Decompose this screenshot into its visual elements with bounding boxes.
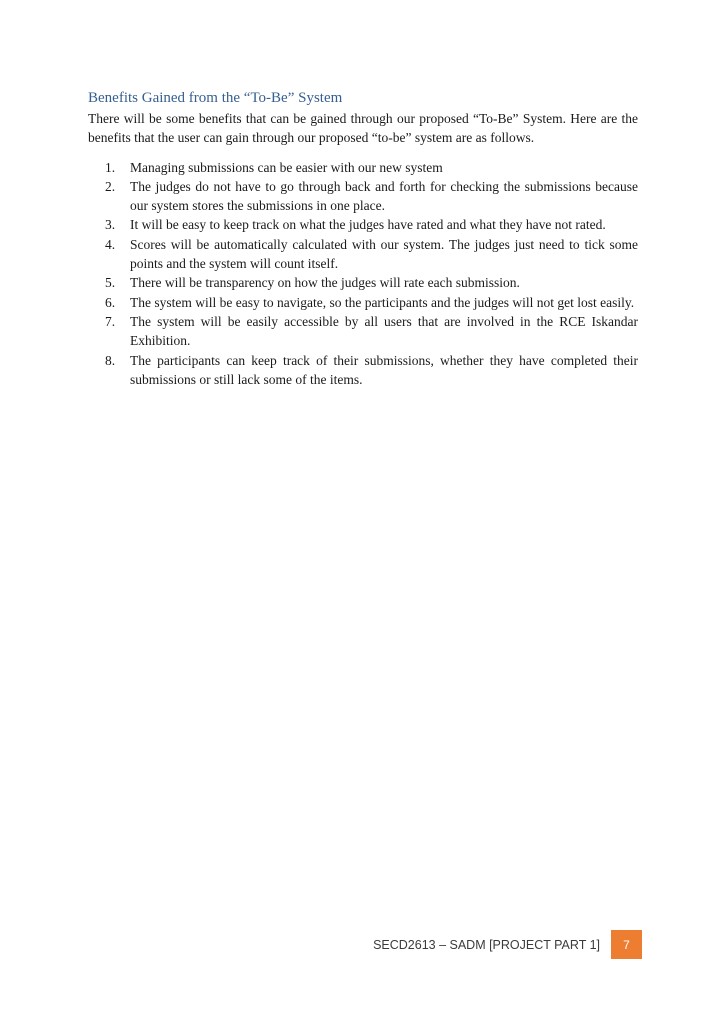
list-item — [88, 312, 638, 351]
footer-course-label: SECD2613 – SADM [PROJECT PART 1] — [373, 937, 600, 952]
list-item-text: The participants can keep track of their submissions, whether they have completed their submissions or still lack some of the items. — [130, 352, 638, 387]
list-item — [88, 351, 638, 390]
list-item — [88, 215, 638, 234]
section-heading: Benefits Gained from the “To-Be” System — [88, 90, 343, 106]
list-item — [88, 293, 638, 312]
list-number: 8. — [105, 352, 116, 368]
list-item — [88, 177, 638, 216]
list-item-text: The judges do not have to go through back and forth for checking the submissions because our system stores the submissions in one place. — [130, 178, 638, 214]
list-item — [88, 235, 638, 274]
list-number: 5. — [105, 275, 116, 291]
page-footer — [373, 930, 642, 959]
list-number: 7. — [105, 313, 116, 329]
list-item-text: Scores will be automatically calculated with our system. The judges just need to tick some points and the system will count itself. — [130, 236, 638, 272]
list-item-text: The system will be easy to navigate, so the participants and the judges will not get lost easily. — [130, 294, 635, 310]
list-item-text: There will be transparency on how the judges will rate each submission. — [130, 275, 520, 291]
page-content — [88, 88, 638, 389]
list-item — [88, 273, 638, 292]
benefits-list — [88, 158, 638, 390]
list-item-text: Managing submissions can be easier with our new system — [130, 159, 443, 175]
list-number: 3. — [105, 217, 116, 233]
list-number: 1. — [105, 159, 116, 175]
list-number: 2. — [105, 178, 116, 194]
list-number: 6. — [105, 294, 116, 310]
page-number-badge: 7 — [611, 930, 642, 959]
intro-paragraph: There will be some benefits that can be gained through our proposed “To-Be” System. Here are the benefits that the user can gain through our proposed “to-be” system are as follows. — [88, 111, 638, 146]
list-item-text: It will be easy to keep track on what the judges have rated and what they have not rated. — [130, 217, 606, 233]
list-number: 4. — [105, 236, 116, 252]
list-item — [88, 158, 638, 177]
list-item-text: The system will be easily accessible by all users that are involved in the RCE Iskandar Exhibition. — [130, 313, 638, 349]
